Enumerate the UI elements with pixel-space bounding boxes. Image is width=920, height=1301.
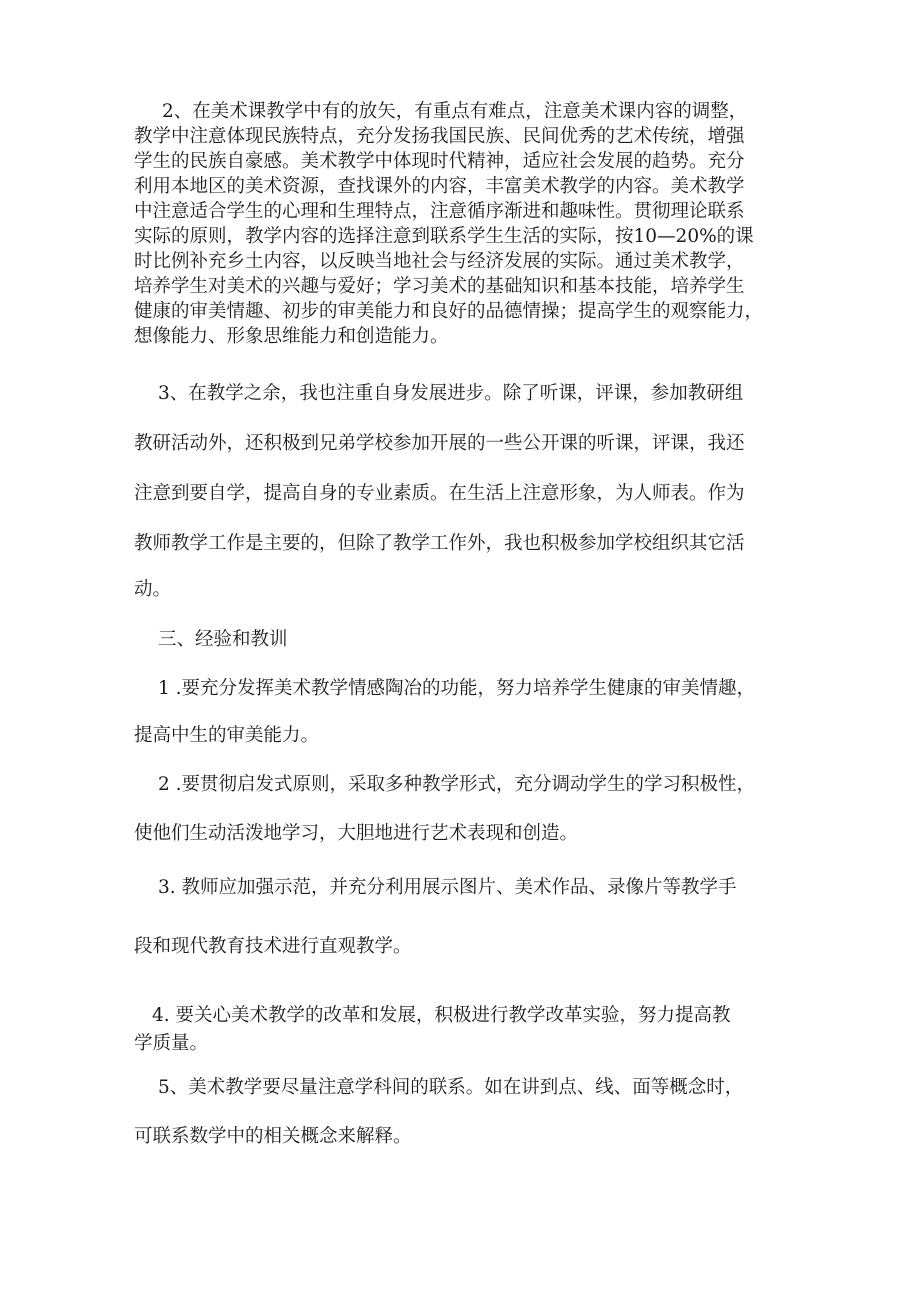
list-item-line: 5、美术教学要尽量注意学科间的联系。如在讲到点、线、面等概念时， <box>158 1077 744 1098</box>
list-item-line: 2 .要贯彻启发式原则，采取多种教学形式，充分调动学生的学习积极性， <box>158 774 756 795</box>
paragraph-line: 教学中注意体现民族特点，充分发扬我国民族、民间优秀的艺术传统，增强 <box>134 126 745 147</box>
paragraph-line: 教师教学工作是主要的，但除了教学工作外，我也积极参加学校组织其它活 <box>134 533 745 554</box>
list-item-line: 段和现代教育技术进行直观教学。 <box>134 936 412 957</box>
list-item-line: 提高中生的审美能力。 <box>134 725 320 746</box>
paragraph-line: 学生的民族自豪感。美术教学中体现时代精神，适应社会发展的趋势。充分 <box>134 151 745 172</box>
paragraph-line: 培养学生对美术的兴趣与爱好；学习美术的基础知识和基本技能，培养学生 <box>134 276 745 297</box>
paragraph-line: 3、在教学之余，我也注重自身发展进步。除了听课，评课，参加教研组 <box>158 383 744 404</box>
section-heading: 三、经验和教训 <box>158 629 288 650</box>
list-item-line: 学质量。 <box>134 1033 209 1054</box>
paragraph-line: 中注意适合学生的心理和生理特点，注意循序渐进和趣味性。贯彻理论联系 <box>134 201 745 222</box>
list-item-line: 1 .要充分发挥美术教学情感陶冶的功能，努力培养学生健康的审美情趣， <box>158 678 756 699</box>
list-item-line: 3. 教师应加强示范，并充分利用展示图片、美术作品、录像片等教学手 <box>158 877 737 898</box>
paragraph-line: 2、在美术课教学中有的放矢，有重点有难点，注意美术课内容的调整， <box>162 101 748 122</box>
paragraph-line: 想像能力、形象思维能力和创造能力。 <box>134 326 449 347</box>
paragraph-line: 注意到要自学，提高自身的专业素质。在生活上注意形象，为人师表。作为 <box>134 483 745 504</box>
paragraph-line: 健康的审美情趣、初步的审美能力和良好的品德情操；提高学生的观察能力， <box>134 301 764 322</box>
paragraph-line: 动。 <box>134 579 172 600</box>
list-item-line: 4. 要关心美术教学的改革和发展，积极进行教学改革实验，努力提高教 <box>152 1005 731 1026</box>
paragraph-line: 利用本地区的美术资源，查找课外的内容，丰富美术教学的内容。美术教学 <box>134 176 745 197</box>
paragraph-line: 实际的原则，教学内容的选择注意到联系学生生活的实际，按10—20%的课 <box>134 226 754 247</box>
paragraph-line: 时比例补充乡土内容，以反映当地社会与经济发展的实际。通过美术教学， <box>134 251 745 272</box>
list-item-line: 可联系数学中的相关概念来解释。 <box>134 1126 412 1147</box>
paragraph-line: 教研活动外，还积极到兄弟学校参加开展的一些公开课的听课，评课，我还 <box>134 433 745 454</box>
list-item-line: 使他们生动活泼地学习，大胆地进行艺术表现和创造。 <box>134 823 579 844</box>
